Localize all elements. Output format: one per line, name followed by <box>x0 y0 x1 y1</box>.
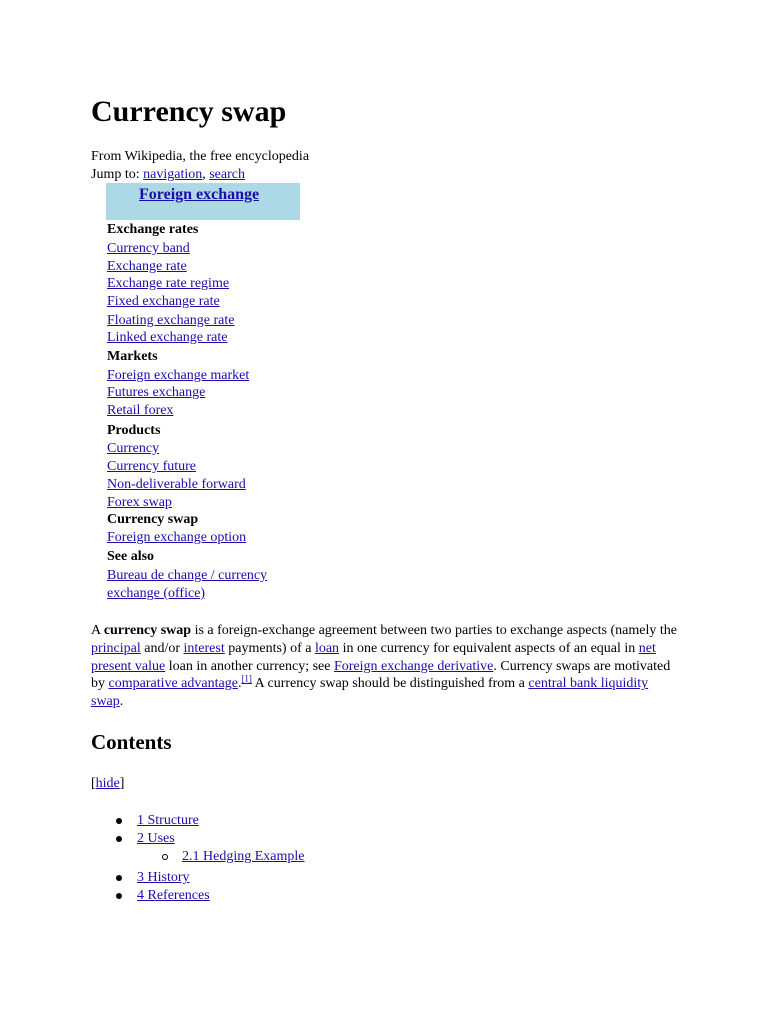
intro-paragraph <box>91 622 681 711</box>
page-title: Currency swap <box>91 95 287 128</box>
reference-link-1[interactable]: [1] <box>241 673 252 684</box>
bullet-icon <box>116 818 122 824</box>
intro-text: . Currency swaps are motivated by <box>91 658 671 692</box>
infobox-link-bureau-de-change-cont[interactable]: exchange (office) <box>107 586 206 601</box>
bracket-close: ] <box>119 776 125 791</box>
infobox-heading-exchange-rates: Exchange rates <box>107 222 199 237</box>
infobox-link-foreign-exchange-market[interactable]: Foreign exchange market <box>107 368 250 383</box>
infobox-link-bureau-de-change[interactable]: Bureau de change / currency <box>107 568 268 583</box>
link-net-present-value[interactable]: net present value <box>91 640 656 674</box>
jump-to-navigation-link[interactable]: navigation <box>143 167 203 182</box>
intro-text: A <box>91 623 104 638</box>
intro-term-bold: currency swap <box>103 623 192 638</box>
infobox-title-link[interactable]: Foreign exchange <box>139 186 260 203</box>
jump-to-search-link[interactable]: search <box>209 167 245 182</box>
jump-to-separator: , <box>202 167 210 182</box>
infobox-heading-see-also: See also <box>107 549 155 564</box>
contents-hide-toggle <box>91 775 124 793</box>
infobox-link-forex-swap[interactable]: Forex swap <box>107 495 172 510</box>
infobox-link-exchange-rate-regime[interactable]: Exchange rate regime <box>107 276 230 291</box>
infobox-link-floating-exchange-rate[interactable]: Floating exchange rate <box>107 313 235 328</box>
bullet-icon <box>116 836 122 842</box>
toc-link-references[interactable]: 4 References <box>137 888 210 903</box>
intro-text: in one currency for equivalent aspects of an equal in <box>339 640 639 656</box>
contents-heading: Contents <box>91 730 172 754</box>
link-central-bank-liquidity-swap[interactable]: central bank liquidity swap <box>91 676 649 710</box>
bullet-icon <box>116 893 122 899</box>
circle-bullet-icon <box>162 854 168 860</box>
infobox-link-currency-band[interactable]: Currency band <box>107 241 190 256</box>
intro-text: . <box>237 676 242 692</box>
from-wikipedia-line: From Wikipedia, the free encyclopedia <box>91 149 310 164</box>
intro-text: and/or <box>140 640 184 656</box>
infobox-link-non-deliverable-forward[interactable]: Non-deliverable forward <box>107 477 246 492</box>
infobox-link-exchange-rate[interactable]: Exchange rate <box>107 259 187 274</box>
toc-link-structure[interactable]: 1 Structure <box>137 813 199 828</box>
toc-link-uses[interactable]: 2 Uses <box>137 831 175 846</box>
infobox-heading-products: Products <box>107 423 161 438</box>
toc-link-hedging-example[interactable]: 2.1 Hedging Example <box>182 849 305 864</box>
infobox-link-currency[interactable]: Currency <box>107 441 160 456</box>
link-foreign-exchange-derivative[interactable]: Foreign exchange derivative <box>333 658 494 674</box>
infobox-link-currency-future[interactable]: Currency future <box>107 459 197 474</box>
hide-contents-link[interactable]: hide <box>95 776 120 791</box>
infobox-current-currency-swap: Currency swap <box>107 512 199 527</box>
infobox-heading-markets: Markets <box>107 349 158 364</box>
infobox-link-foreign-exchange-option[interactable]: Foreign exchange option <box>107 530 247 545</box>
infobox-header <box>106 183 300 220</box>
intro-text: payments) of a <box>224 640 315 656</box>
toc-link-history[interactable]: 3 History <box>137 870 190 885</box>
intro-text: loan in another currency; see <box>165 658 334 674</box>
infobox-link-fixed-exchange-rate[interactable]: Fixed exchange rate <box>107 294 220 309</box>
intro-text: is a foreign-exchange agreement between two parties to exchange aspects (namely the <box>191 623 677 638</box>
intro-text: . <box>119 694 124 710</box>
intro-text: A currency swap should be distinguished from a <box>251 676 529 692</box>
infobox-link-futures-exchange[interactable]: Futures exchange <box>107 385 206 400</box>
link-interest[interactable]: interest <box>183 640 225 656</box>
infobox-link-retail-forex[interactable]: Retail forex <box>107 403 174 418</box>
infobox-link-linked-exchange-rate[interactable]: Linked exchange rate <box>107 330 228 345</box>
jump-to-label: Jump to: <box>91 167 144 182</box>
link-principal[interactable]: principal <box>91 640 141 656</box>
bullet-icon <box>116 875 122 881</box>
link-comparative-advantage[interactable]: comparative advantage <box>108 676 238 692</box>
jump-to-line <box>91 166 245 184</box>
bracket-open: [ <box>91 776 96 791</box>
link-loan[interactable]: loan <box>314 640 340 656</box>
